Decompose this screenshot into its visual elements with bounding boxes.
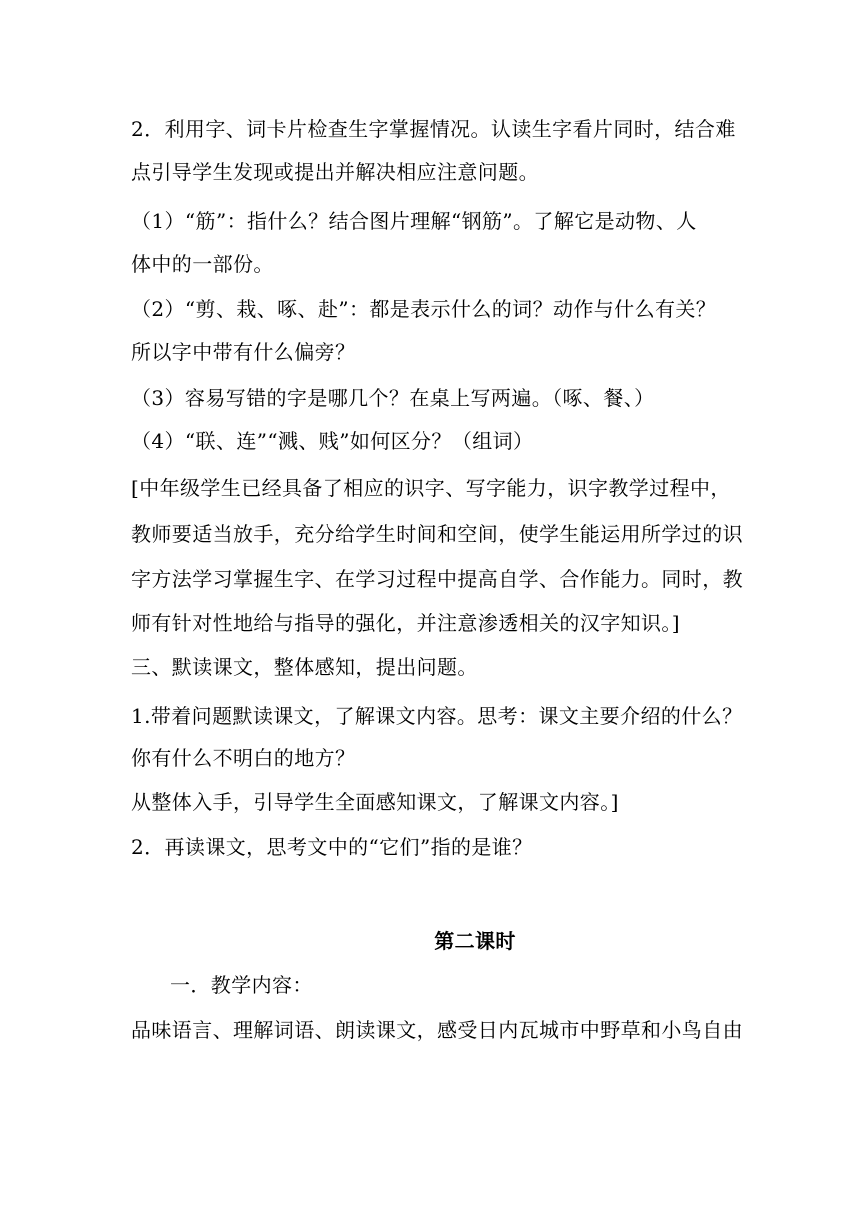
paragraph-line: 2．利用字、词卡片检查生字掌握情况。认读生字看片同时，结合难 [131, 117, 736, 141]
paragraph-line: 品味语言、理解词语、朗读课文，感受日内瓦城市中野草和小鸟自由 [131, 1018, 743, 1042]
paragraph-line: 2．再读课文，思考文中的“它们”指的是谁？ [131, 835, 533, 859]
paragraph-line: 1.带着问题默读课文，了解课文内容。思考：课文主要介绍的什么？ [131, 704, 743, 728]
content-heading: 一．教学内容： [170, 973, 313, 997]
paragraph-line: 从整体入手，引导学生全面感知课文，了解课文内容。] [131, 790, 619, 814]
paragraph-line: 点引导学生发现或提出并解决相应注意问题。 [131, 160, 539, 184]
paragraph-line: （2）“剪、栽、啄、赴”：都是表示什么的词？动作与什么有关？ [131, 297, 717, 321]
section-title: 第二课时 [434, 929, 516, 953]
paragraph-line: （1）“筋”：指什么？结合图片理解“钢筋”。了解它是动物、人 [131, 209, 697, 233]
paragraph-line: [中年级学生已经具备了相应的识字、写字能力，识字教学过程中， [131, 476, 731, 500]
paragraph-line: 体中的一部份。 [131, 252, 274, 276]
paragraph-line: 三、默读课文，整体感知，提出问题。 [131, 655, 478, 679]
paragraph-line: 教师要适当放手，充分给学生时间和空间，使学生能运用所学过的识 [131, 522, 743, 546]
paragraph-line: （3）容易写错的字是哪几个？在桌上写两遍。（啄、餐、） [131, 386, 655, 410]
paragraph-line: 师有针对性地给与指导的强化，并注意渗透相关的汉字知识。] [131, 611, 681, 635]
paragraph-line: （4）“联、连”“溅、贱”如何区分？（组词） [131, 429, 534, 453]
paragraph-line: 所以字中带有什么偏旁？ [131, 340, 356, 364]
paragraph-line: 你有什么不明白的地方？ [131, 746, 356, 770]
paragraph-line: 字方法学习掌握生字、在学习过程中提高自学、合作能力。同时，教 [131, 567, 743, 591]
